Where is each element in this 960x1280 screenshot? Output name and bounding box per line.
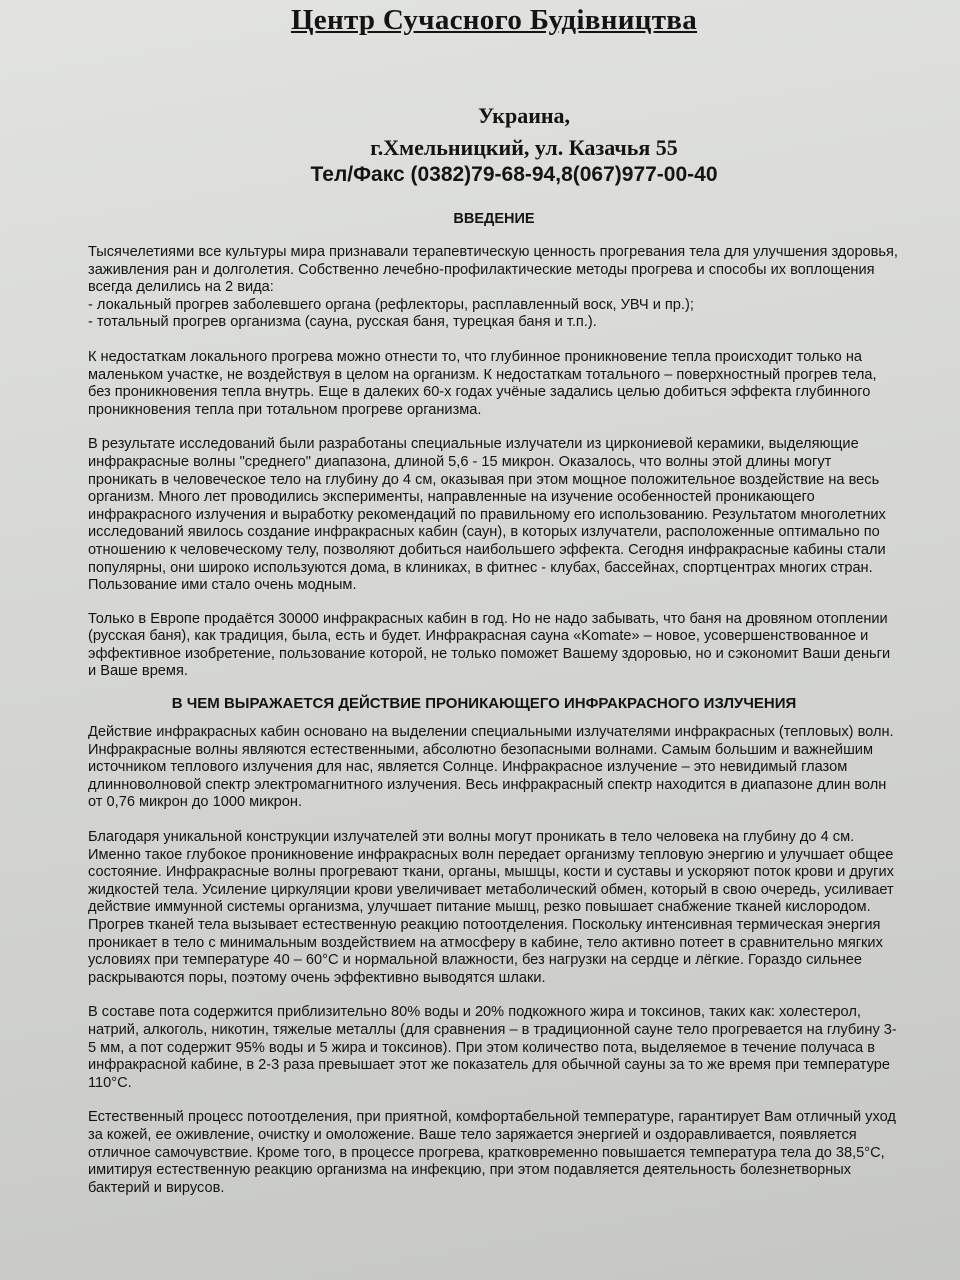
intro-heading: ВВЕДЕНИЕ (453, 211, 535, 227)
action-heading: В ЧЕМ ВЫРАЖАЕТСЯ ДЕЙСТВИЕ ПРОНИКАЮЩЕГО ИНФРАКРАСНОГО ИЗЛУЧЕНИЯ (171, 695, 797, 713)
intro-paragraph-3: В результате исследований были разработаны специальные излучатели из циркониевой керамики, выделяющие инфракрасные волны "среднего" диапазона, длиной 5,6 - 15 микрон. Оказалось, что волны этой длины могут проникать в человеческое тело на глубину до 4 см, оказывая при этом мощное положительное воздействие на весь организм. Много лет проводились эксперименты, направленные на изучение особенностей проникающего инфракрасного излучения и выработку рекомендаций по правильному его использованию. Результатом многолетних исследований явилось создание инфракрасных кабин (саун), в которых излучатели, расположенные оптимально по отношению к человеческому телу, позволяют добиться наибольшего эффекта. Сегодня инфракрасные кабины стали популярны, они широко используются дома, в клиниках, в фитнес - клубах, бассейнах, спортцентрах многих стран. Пользование ими стало очень модным. (88, 436, 886, 594)
phone-fax-line: Тел/Факс (0382)79-68-94,8(067)977-00-40 (310, 163, 718, 186)
action-paragraph-3: В составе пота содержится приблизительно 80% воды и 20% подкожного жира и токсинов, таких как: холестерол, натрий, алкоголь, никотин, тяжелые металлы (для сравнения – в традиционной сауне тело прогревается на глубину 3-5 мм, а пот содержит 95% воды и 5 жира и токсинов). При этом количество пота, выделяемое в течение получаса в инфракрасной кабине, в 2-3 раза превышает этот же показатель для обычной сауны за то же время при температуре 110°C. (88, 1004, 897, 1091)
action-paragraph-4: Естественный процесс потоотделения, при приятной, комфортабельной температуре, гарантирует Вам отличный уход за кожей, ее оживление, очистку и омоложение. Ваше тело заряжается энергией и оздоравливается, появляется отличное самочувствие. Кроме того, в процессе прогрева, кратковременно повышается температура тела до 38,5°C, имитируя естественную реакцию организма на инфекцию, при этом подавляется деятельность болезнетворных бактерий и вирусов. (88, 1109, 896, 1196)
intro-paragraph-2: К недостаткам локального прогрева можно отнести то, что глубинное проникновение тепла происходит только на маленьком участке, не воздействуя в целом на организм. К недостаткам тотального – поверхностный прогрев тела, без проникновения тепла внутрь. Еще в далеких 60-х годах учёные задались целью добиться эффекта глубинного проникновения тепла при тотальном прогреве организма. (88, 348, 877, 418)
intro-paragraph-4: Только в Европе продаётся 30000 инфракрасных кабин в год. Но не надо забывать, что баня на дровяном отоплении (русская баня), как традиция, была, есть и будет. Инфракрасная сауна «Komate» – новое, усовершенствованное и эффективное изобретение, пользование которой, не только поможет Вашему здоровью, но и сэкономит Ваши деньги и Ваше время. (88, 610, 891, 680)
heating-types-list (88, 297, 900, 332)
intro-paragraph-1: Тысячелетиями все культуры мира признавали терапевтическую ценность прогревания тела для улучшения здоровья, заживления ран и долголетия. Собственно лечебно-профилактические методы прогрева и способы их воплощения всегда делились на 2 вида: (88, 244, 898, 296)
company-name: Центр Сучасного Будівництва (290, 4, 698, 36)
action-paragraph-2: Благодаря уникальной конструкции излучателей эти волны могут проникать в тело человека на глубину до 4 см. Именно такое глубокое проникновение инфракрасных волн передает организму тепловую энергию и улучшает общее состояние. Инфракрасные волны прогревают ткани, органы, мышцы, кости и суставы и ускоряют поток крови и других жидкостей тела. Усиление циркуляции крови увеличивает метаболический обмен, который в свою очередь, усиливает действие иммунной системы организма, улучшает питание мышц, резко повышает снабжение тканей кислородом. Прогрев тканей тела вызывает естественную реакцию потоотделения. Поскольку интенсивная термическая энергия проникает в тело с минимальным воздействием на атмосферу в кабине, тело активно потеет в сравнительно мягких условиях при температуре 40 – 60°C и нормальной влажности, без нагрузки на сердце и лёгкие. Гораздо сильнее раскрываются поры, поэтому очень эффективно выводятся шлаки. (88, 829, 894, 986)
address-line: г.Хмельницкий, ул. Казачья 55 (370, 135, 678, 160)
list-item: - локальный прогрев заболевшего органа (рефлекторы, расплавленный воск, УВЧ и пр.); (88, 296, 694, 313)
country-line: Украина, (477, 103, 571, 128)
action-paragraph-1: Действие инфракрасных кабин основано на выделении специальными излучателями инфракрасных (тепловых) волн. Инфракрасные волны являются естественными, абсолютно безопасными волнами. Самым большим и важнейшим источником теплового излучения для нас, является Солнце. Инфракрасное излучение – это невидимый глазом длинноволновой спектр электромагнитного излучения. Весь инфракрасный спектр находится в диапазоне длин волн от 0,76 микрон до 1000 микрон. (88, 724, 894, 811)
list-item: - тотальный прогрев организма (сауна, русская баня, турецкая баня и т.п.). (88, 314, 597, 331)
